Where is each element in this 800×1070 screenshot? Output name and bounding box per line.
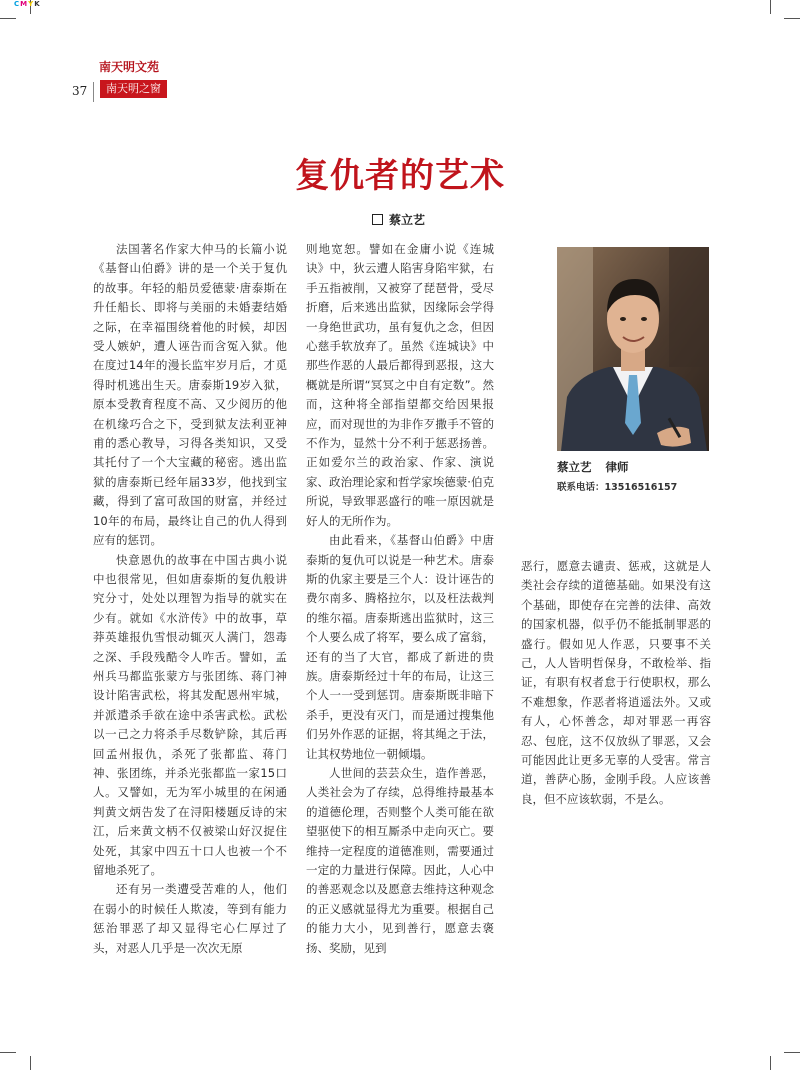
text-column-2: [306, 240, 494, 958]
phone-number: 13516516157: [604, 482, 678, 493]
caption-name: 蔡立艺: [557, 460, 592, 474]
author-portrait-image: [557, 247, 709, 451]
crop-mark: [0, 1052, 16, 1053]
crop-mark: [30, 1056, 31, 1070]
author-photo: [557, 247, 709, 451]
paragraph: 快意恩仇的故事在中国古典小说中也很常见，但如唐泰斯的复仇般讲究分寸，处处以理智为指导的就实在少有。就如《水浒传》中的故事，草莽英雄报仇雪恨动辄灭人满门，怨毒之深、手段残酷令人咋舌。譬如，孟州兵马都监张蒙方与张团练、蒋门神设计陷害武松，将其发配恩州牢城，并派遣杀手欲在途中杀害武松。武松以一己之力将杀手尽数铲除，其后再回孟州报仇，杀死了张都监、蒋门神、张团练，并杀光张都监一家15口人。又譬如，无为军小城里的在闲通判黄文炳告发了在浔阳楼题反诗的宋江，后来黄文柄不仅被梁山好汉捉住处死，其家中四五十口人也被一个不留地杀死了。: [93, 552, 287, 877]
author-name: 蔡立艺: [389, 213, 426, 227]
crop-mark: [0, 18, 16, 19]
text-column-1: [93, 240, 287, 958]
crop-mark: [784, 18, 800, 19]
cmyk-c: C: [14, 0, 21, 8]
column-tag: 南天明之窗: [100, 80, 167, 98]
cmyk-registration-label: [14, 0, 41, 8]
byline: [372, 211, 425, 228]
crop-mark: [770, 1056, 771, 1070]
crop-mark: [784, 1052, 800, 1053]
cmyk-m: M: [20, 0, 29, 8]
caption-role: 律师: [605, 460, 629, 474]
phone-label: 联系电话：: [557, 482, 605, 493]
header-divider: [93, 82, 94, 102]
text-column-3: [521, 557, 711, 809]
section-title: 南天明文苑: [99, 60, 160, 74]
crop-mark: [770, 0, 771, 14]
page-number: 37: [72, 84, 88, 98]
article-title: 复仇者的艺术: [295, 156, 505, 196]
contact-phone: [557, 479, 677, 493]
photo-caption: [557, 459, 629, 475]
paragraph: 人世间的芸芸众生，造作善恶，人类社会为了存续，总得维持最基本的道德伦理，否则整个人类可能在欲望驱使下的相互厮杀中走向灭亡。要维持一定程度的道德准则，需要通过一定的力量进行保障。因此，人心中的善恶观念以及愿意去维持这种观念的正义感就显得尤为重要。根据自己的能力大小，见到善行，愿意去褒扬、奖励，见到: [306, 765, 494, 955]
paragraph-continued: 则地宽恕。譬如在金庸小说《连城诀》中，狄云遭人陷害身陷牢狱，右手五指被削，又被穿了琵琶骨，受尽折磨，后来逃出监狱，因缘际会学得一身绝世武功，虽有复仇之念，但因心慈手软放弃了。虽然《连城诀》中那些作恶的人最后都得到恶报，这大概就是所谓“冥冥之中自有定数”。然而，这种将全部指望都交给因果报应，而对现世的为非作歹撒手不管的不作为，显然十分不利于惩恶扬善。正如爱尔兰的政治家、作家、演说家、政治理论家和哲学家埃德蒙·伯克所说，导致罪恶盛行的唯一原因就是好人的无所作为。: [306, 242, 494, 528]
paragraph: 法国著名作家大仲马的长篇小说《基督山伯爵》讲的是一个关于复仇的故事。年轻的船员爱德蒙·唐泰斯在升任船长、即将与美丽的未婚妻结婚之际，在幸福围绕着他的时候，却因受人嫉妒，遭人诬告而含冤入狱。他在度过14年的漫长监牢岁月后，才觅得时机逃出生天。唐泰斯19岁入狱，原本受教育程度不高、又少阅历的他在机缘巧合之下，受到狱友法利亚神甫的悉心教导，习得各类知识，又受其托付了一个大宝藏的秘密。逃出监狱的唐泰斯已经年届33岁，他找到宝藏，得到了富可敌国的财富，并经过10年的布局，最终让自己的仇人得到应有的惩罚。: [93, 242, 287, 548]
paragraph: 还有另一类遭受苦难的人，他们在弱小的时候任人欺凌，等到有能力惩治罪恶了却又显得宅心仁厚过了头，对恶人几乎是一次次无原: [93, 882, 287, 955]
cmyk-y: Y: [28, 0, 35, 8]
paragraph-continued: 恶行，愿意去谴责、惩戒，这就是人类社会存续的道德基础。如果没有这个基础，即使存在完善的法律、高效的国家机器，似乎仍不能抵制罪恶的盛行。假如见人作恶，只要事不关己，人人皆明哲保身，不敢检举、指证，有职有权者怠于行使职权，那么不难想象，作恶者将逍遥法外。又或有人，心怀善念，却对罪恶一再容忍、包庇，这不仅放纵了罪恶，又会可能因此让更多无辜的人受害。常言道，善萨心肠，金刚手段。人应该善良，但不应该软弱，不是么。: [521, 559, 711, 806]
paragraph: 由此看来，《基督山伯爵》中唐泰斯的复仇可以说是一种艺术。唐泰斯的仇家主要是三个人：设计诬告的费尔南多、腾格拉尔，以及枉法裁判的维尔福。唐泰斯逃出监狱时，这三个人要么成了将军，要么成了富翁，还有的当了大官，都成了新进的贵族。唐泰斯经过十年的布局，让这三个人一一受到惩罚。唐泰斯既非暗下杀手，更没有灭门，而是通过搜集他们另外作恶的证据，将其绳之于法，让其权势地位一朝倾塌。: [306, 533, 494, 761]
cmyk-k: K: [34, 0, 41, 8]
byline-box-icon: [372, 214, 383, 225]
